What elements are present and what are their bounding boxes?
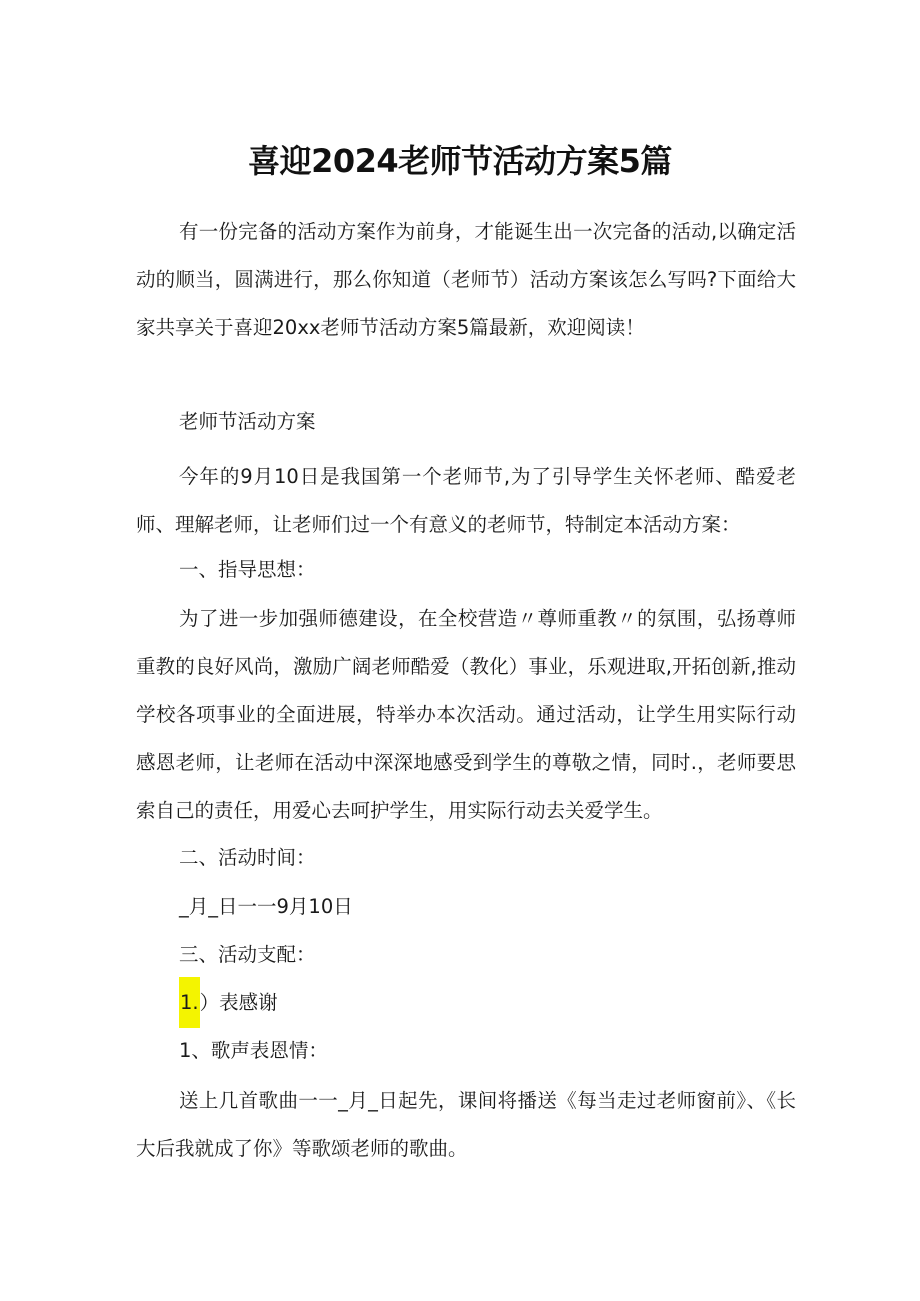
heading-activity-arrangement: 三、活动支配： — [179, 943, 316, 966]
heading-activity-time: 二、活动时间： — [179, 846, 316, 869]
list-item-1 — [179, 988, 278, 1018]
intro-paragraph: 有一份完备的活动方案作为前身，才能诞生出一次完备的活动,以确定活动的顺当，圆满进行，那么你知道（老师节）活动方案该怎么写吗?下面给大家共享关于喜迎20xx老师节活动方案5篇最新，欢迎阅读！ — [136, 220, 796, 339]
heading-guiding-idea: 一、指导思想： — [179, 558, 316, 581]
section-heading: 老师节活动方案 — [179, 410, 316, 433]
paragraph-2: 为了进一步加强师德建设，在全校营造〃尊师重教〃的氛围，弘扬尊师重教的良好风尚，激励广阔老师酷爱（教化）事业，乐观进取,开拓创新,推动学校各项事业的全面进展，特举办本次活动。通过活动，让学生用实际行动感恩老师，让老师在活动中深深地感受到学生的尊敬之情，同时.，老师要思索自己的责任，用爱心去呵护学生，用实际行动去关爱学生。 — [136, 607, 796, 822]
document-title: 喜迎2024老师节活动方案5篇 — [248, 142, 672, 180]
paragraph-1: 今年的9月10日是我国第一个老师节,为了引导学生关怀老师、酷爱老师、理解老师，让老师们过一个有意义的老师节，特制定本活动方案： — [136, 465, 796, 536]
sub-heading-1: 1、歌声表恩情： — [179, 1039, 328, 1062]
activity-time-value: _月_日一一9月10日 — [179, 895, 353, 918]
highlighted-number: 1. — [179, 977, 200, 1028]
paragraph-3: 送上几首歌曲一一_月_日起先，课间将播送《每当走过老师窗前》、《长大后我就成了你》等歌颂老师的歌曲。 — [136, 1089, 796, 1160]
list-item-text: ）表感谢 — [199, 991, 278, 1014]
